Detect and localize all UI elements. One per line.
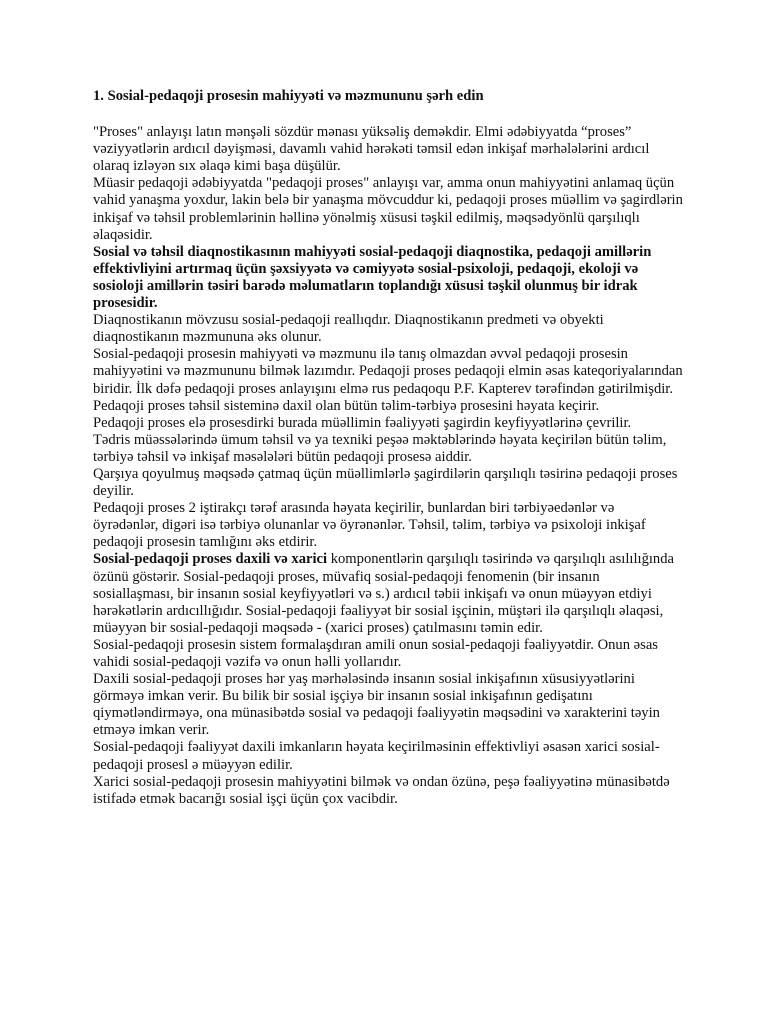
paragraph: Pedaqoji proses elə prosesdirki burada müəllimin fəaliyyəti şagirdin keyfiyyətlərinə çevrilir. [93,414,632,431]
paragraph: Tədris müəssələrində ümum təhsil və ya texniki peşəə məktəblərində həyata keçirilən bütün təlim, tərbiyə təhsil və inkişaf məsələləri bütün pedaqoji prosesə aiddir. [93,431,667,465]
section-number: 1 [93,88,101,104]
bold-definition-paragraph: Sosial və təhsil diaqnostikasının mahiyyəti sosial-pedaqoji diaqnostika, pedaqoji amillərin effektivliyini artırmaq üçün şəxsiyyətə və cəmiyyətə sosial-psixoloji, pedaqoji, ekoloji və sosioloji amillərin təsiri barədə məlumatların toplandığı xüsusi təşkil olunmuş bir idrak prosesidir. [93,243,652,312]
paragraph: Qarşıya qoyulmuş məqsədə çatmaq üçün müəllimlərlə şagirdilərin qarşılıqlı təsirinə pedaqoji proses deyilir. [93,465,678,500]
mixed-paragraph [93,551,683,636]
paragraph-text: komponentlərin qarşılıqlı təsirində və qarşılıqlı asılılığında özünü göstərir. Sosial-pedaqoji proses, müvafiq sosial-pedaqoji fenomenin (bir insanın sosiallaşması, bir insanın sosial keyfiyyətləri və s.) ardıcıl təbii inkişafı və onun müəyyən etdiyi hərəkətlərin ardıcıllığıdır. Sosial-pedaqoji fəaliyyət bir sosial işçinin, müştəri ilə qarşılıqlı əlaqəsi, müəyyən bir sosial-pedaqoji məqsədə - (xarici proses) çatılmasını təmin edir. [93,551,675,636]
section-heading [93,88,683,105]
paragraph: Pedaqoji proses təhsil sisteminə daxil olan bütün təlim-tərbiyə prosesini həyata keçirir. [93,397,600,414]
paragraph: Sosial-pedaqoji prosesin mahiyyəti və məzmunu ilə tanış olmazdan əvvəl pedaqoji prosesin mahiyyətini və məzmununu bilmək lazımdır. Pedaqoji proses pedaqoji elmin əsas kateqoriyalarından biridir. İlk dəfə pedaqoji proses anlayışını elmə rus pedaqoqu P.F. Kapterev tərəfindən gətirilmişdir. [93,346,683,397]
paragraph: Xarici sosial-pedaqoji prosesin mahiyyətini bilmək və ondan özünə, peşə fəaliyyətinə münasibətdə istifadə etmək bacarığı sosial işçi üçün çox vacibdir. [93,773,670,807]
paragraph: Sosial-pedaqoji prosesin sistem formalaşdıran amili onun sosial-pedaqoji fəaliyyətdir. Onun əsas vahidi sosial-pedaqoji vəzifə və onun həlli yollarıdır. [93,636,658,670]
paragraph: Daxili sosial-pedaqoji proses hər yaş mərhələsində insanın sosial inkişafının xüsusiyyətlərini görməyə imkan verir. Bu bilik bir sosial işçiyə bir insanın sosial inkişafının gedişatını qiymətləndirməyə, ona münasibətdə sosial və pedaqoji fəaliyyətin məqsədini və xarakterini təyin etməyə imkan verir. [93,671,660,739]
paragraph: "Proses" anlayışı latın mənşəli sözdür mənası yüksəliş deməkdir. Elmi ədəbiyyatda “proses” vəziyyətlərin ardıcıl dəyişməsi, davamlı vahid hərəkəti təmsil edən inkişaf mərhələlərini ardıcıl olaraq izləyən sıx əlaqə kimi başa düşülür. [93,124,650,175]
paragraph: Sosial-pedaqoji fəaliyyət daxili imkanların həyata keçirilməsinin effektivliyi əsasən xarici sosial-pedaqoji prosesl ə müəyyən edilir. [93,739,660,773]
paragraph: Diaqnostikanın mövzusu sosial-pedaqoji reallıqdır. Diaqnostikanın predmeti və obyekti diaqnostikanın məzmununa əks olunur. [93,312,604,346]
paragraph: Müasir pedaqoji ədəbiyyatda "pedaqoji proses" anlayışı var, amma onun mahiyyətini anlamaq üçün vahid yanaşma yoxdur, lakin belə bir yanaşma mövcuddur ki, pedaqoji proses müəllim və şagirdlərin inkişaf və təhsil problemlərinin həllinə yönəlmiş xüsusi təşkil edilmiş, məqsədyönlü qarşılıqlı əlaqəsidir. [93,175,683,243]
document-body [93,88,683,808]
bold-lead-text: Sosial-pedaqoji proses daxili və xarici [93,551,328,568]
paragraph: Pedaqoji proses 2 iştirakçı tərəf arasında həyata keçirilir, bunlardan biri tərbiyəedənlər və öyrədənlər, digəri isə tərbiyə olunanlar və öyrənənlər. Təhsil, təlim, tərbiyə və psixoloji inkişaf pedaqoji prosesin tamlığını əks etdirir. [93,500,646,551]
section-title: . Sosial-pedaqoji prosesin mahiyyəti və məzmununu şərh edin [100,88,484,104]
